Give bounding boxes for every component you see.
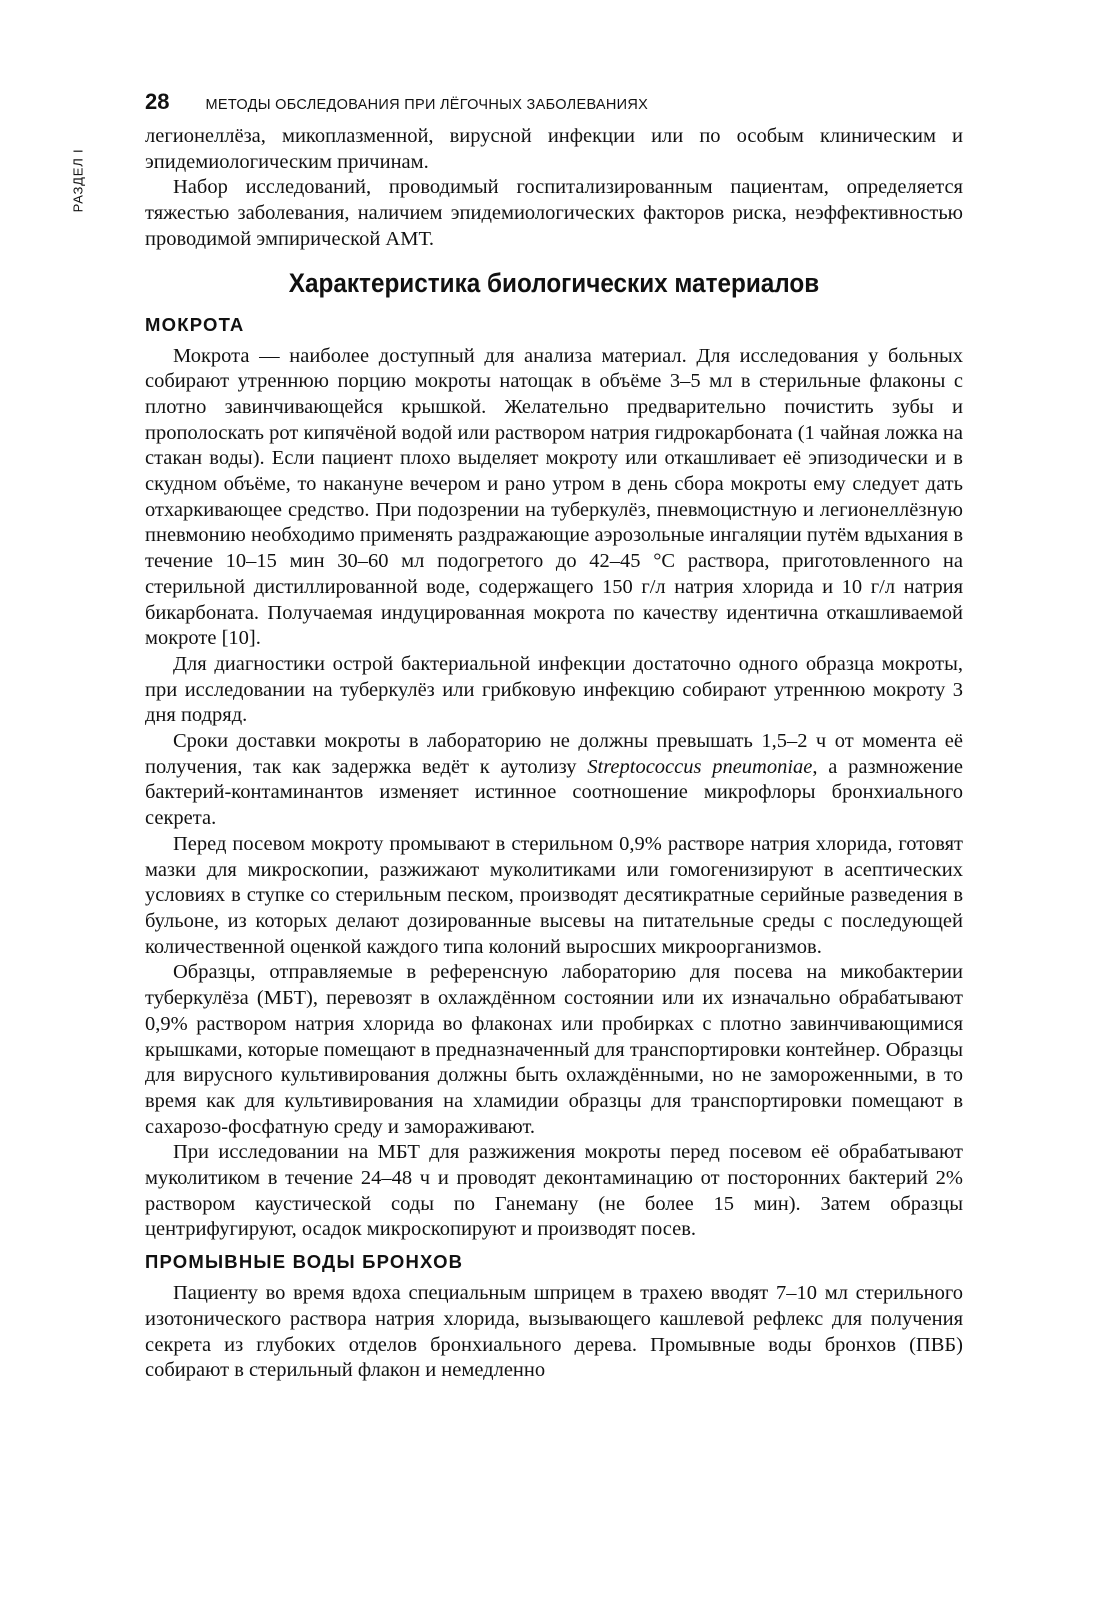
main-text bbox=[145, 124, 963, 1384]
bronchial-washings-paragraph-1: Пациенту во время вдоха специальным шприцем в трахею вводят 7–10 мл стерильного изотонического раствора натрия хлорида, вызывающего кашлевой рефлекс для получения секрета из глубоких отделов бронхиального дерева. Промывные воды бронхов (ПВБ) собирают в стерильный флакон и немедленно bbox=[145, 1282, 963, 1382]
sputum-paragraph-3 bbox=[145, 729, 963, 832]
subsection-heading-sputum: МОКРОТА bbox=[145, 313, 245, 335]
sputum-paragraph-5: Образцы, отправляемые в референсную лабораторию для посева на микобактерии туберкулёза (МБТ), перевозят в охлаждённом состоянии или их изначально обрабатывают 0,9% раствором натрия хлорида во флаконах или пробирках с плотно завинчивающимися крышками, которые помещают в предназначенный для транспортировки контейнер. Образцы для вирусного культивирования должны быть охлаждёнными, но не замороженными, в то время как для культивирования на хламидии образцы для транспортировки помещают в сахарозо-фосфатную среду и замораживают. bbox=[145, 961, 963, 1138]
sputum-paragraph-4: Перед посевом мокроту промывают в стерильном 0,9% растворе натрия хлорида, готовят мазки для микроскопии, разжижают муколитиками или гомогенизируют в асептических условиях в ступке со стерильным песком, производят десятикратные серийные разведения в бульоне, из которых делают дозированные высевы на питательные среды с последующей количественной оценкой каждого типа колоний выросших микроорганизмов. bbox=[145, 832, 963, 958]
sputum-paragraph-2: Для диагностики острой бактериальной инфекции достаточно одного образца мокроты, при исследовании на туберкулёз или грибковую инфекцию собирают утреннюю мокроту 3 дня подряд. bbox=[145, 652, 963, 727]
subsection-heading-bronchial-washings: ПРОМЫВНЫЕ ВОДЫ БРОНХОВ bbox=[145, 1251, 464, 1273]
section-title: Характеристика биологических материалов bbox=[288, 267, 820, 298]
running-head-title: МЕТОДЫ ОБСЛЕДОВАНИЯ ПРИ ЛЁГОЧНЫХ ЗАБОЛЕВАНИЯХ bbox=[205, 97, 649, 113]
sputum-paragraph-3-start: Сроки доставки мокроты в лабораторию не должны превышать 1,5–2 ч от момента её получения, так как задержка ведёт к аутолизу bbox=[145, 730, 963, 778]
side-tab-label: РАЗДЕЛ I bbox=[70, 148, 86, 212]
species-name: Streptococcus pneumoniae bbox=[587, 755, 813, 778]
sputum-paragraph-3-end: , а размножение бактерий-контаминантов изменяет истинное соотношение микрофлоры бронхиального секрета. bbox=[145, 755, 963, 830]
intro-continuation: легионеллёза, микоплазменной, вирусной инфекции или по особым клиническим и эпидемиологическим причинам. bbox=[145, 125, 963, 173]
sputum-paragraph-1: Мокрота — наиболее доступный для анализа материал. Для исследования у больных собирают утреннюю порцию мокроты натощак в объёме 3–5 мл в стерильные флаконы с плотно завинчивающейся крышкой. Желательно предварительно почистить зубы и прополоскать рот кипячёной водой или раствором натрия гидрокарбоната (1 чайная ложка на стакан воды). Если пациент плохо выделяет мокроту или откашливает её эпизодически и в скудном объёме, то накануне вечером и рано утром в день сбора мокроты ему следует дать отхаркивающее средство. При подозрении на туберкулёз, пневмоцистную и легионеллёзную пневмонию необходимо применять раздражающие аэрозольные ингаляции путём вдыхания в течение 10–15 мин 30–60 мл подогретого до 42–45 °С раствора, приготовленного на стерильной дистиллированной воде, содержащего 150 г/л натрия хлорида и 10 г/л натрия бикарбоната. Получаемая индуцированная мокрота по качеству идентична откашливаемой мокроте [10]. bbox=[145, 344, 963, 650]
sputum-paragraph-6: При исследовании на МБТ для разжижения мокроты перед посевом её обрабатывают муколитиком в течение 24–48 ч и проводят деконтаминацию от посторонних бактерий 2% раствором каустической соды по Ганеману (не более 15 мин). Затем образцы центрифугируют, осадок микроскопируют и производят посев. bbox=[145, 1141, 963, 1241]
running-head bbox=[145, 89, 975, 119]
intro-paragraph: Набор исследований, проводимый госпитализированным пациентам, определяется тяжестью заболевания, наличием эпидемиологических факторов риска, неэффективностью проводимой эмпирической АМТ. bbox=[145, 176, 963, 250]
section-side-tab bbox=[58, 140, 98, 220]
page-number: 28 bbox=[145, 89, 170, 114]
